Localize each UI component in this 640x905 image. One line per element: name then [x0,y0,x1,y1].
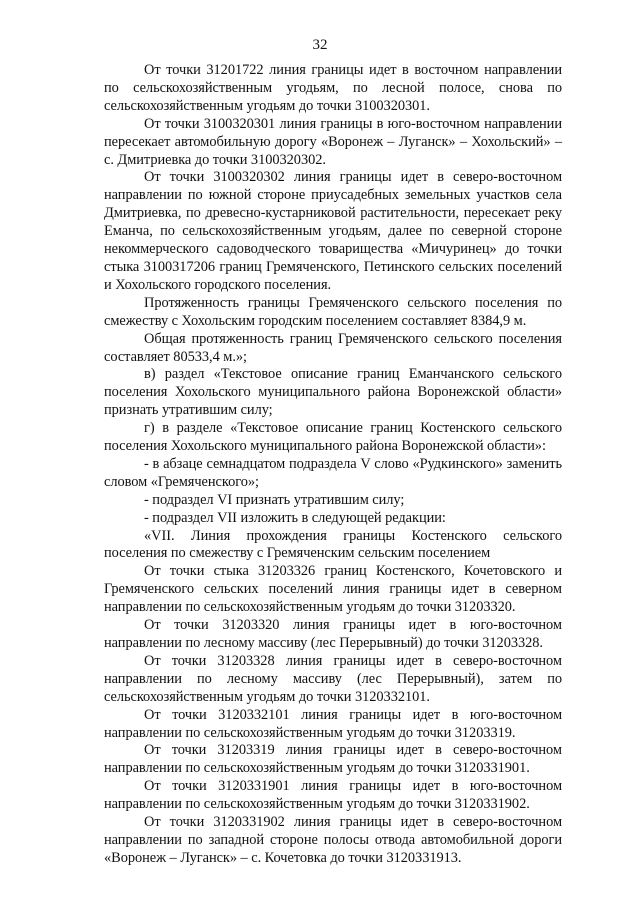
page-number: 32 [312,37,328,53]
paragraph: От точки 31203319 линия границы идет в северо-восточном направлении по сельскохозяйственным угодьям до точки 3120331901. [104,742,562,777]
paragraph: От точки 3100320301 линия границы в юго-восточном направлении пересекает автомобильную дорогу «Воронеж – Луганск» – Хохольский» – с. Дмитриевка до точки 3100320302. [104,115,562,168]
paragraph: - подраздел VII изложить в следующей редакции: [144,509,446,526]
paragraph: От точки 3120331902 линия границы идет в северо-восточном направлении по западной стороне полосы отвода автомобильной дороги «Воронеж – Луганск» – с. Кочетовка до точки 3120331913. [104,814,562,866]
paragraph: Протяженность границы Гремяченского сельского поселения по смежеству с Хохольским городским поселением составляет 8384,9 м. [104,294,562,329]
paragraph: От точки 3120332101 линия границы идет в юго-восточном направлении по сельскохозяйственным угодьям до точки 31203319. [104,706,562,741]
paragraph: От точки 3120331901 линия границы идет в юго-восточном направлении по сельскохозяйственным угодьям до точки 3120331902. [104,778,562,813]
paragraph: От точки 31203320 линия границы идет в юго-восточном направлении по лесному массиву (лес Перерывный) до точки 31203328. [104,617,562,651]
paragraph: «VII. Линия прохождения границы Костенского сельского поселения по смежеству с Гремяченским сельским поселением [104,527,562,562]
paragraph: - в абзаце семнадцатом подраздела V слово «Рудкинского» заменить словом «Гремяченского»; [104,455,562,490]
paragraph: Общая протяженность границ Гремяченского сельского поселения составляет 80533,4 м.»; [104,330,562,365]
paragraph: г) в разделе «Текстовое описание границ Костенского сельского поселения Хохольского муниципального района Воронежской области»: [104,420,562,455]
paragraph: От точки 3100320302 линия границы идет в северо-восточном направлении по южной стороне приусадебных земельных участков села Дмитриевка, по древесно-кустарниковой растительности, пересекает реку Еманча, по сельскохозяйственным угодьям, далее по северной стороне некоммерческого садоводческого товарищества «Мичуринец» до точки стыка 3100317206 границ Гремяченского, Петинского сельских поселений и Хохольского городского поселения. [104,169,562,293]
paragraph: - подраздел VI признать утратившим силу; [144,491,405,508]
paragraph: От точки 31201722 линия границы идет в восточном направлении по сельскохозяйственным угодьям, по лесной полосе, снова по сельскохозяйственным угодьям до точки 3100320301. [104,62,562,114]
paragraph: От точки стыка 31203326 границ Костенского, Кочетовского и Гремяченского сельских поселений линия границы идет в северном направлении по сельскохозяйственным угодьям до точки 31203320. [104,563,562,616]
paragraph: От точки 31203328 линия границы идет в северо-восточном направлении по лесному массиву (лес Перерывный), затем по сельскохозяйственным угодьям до точки 3120332101. [104,652,562,705]
paragraph: в) раздел «Текстовое описание границ Еманчанского сельского поселения Хохольского муниципального района Воронежской области» признать утратившим силу; [104,366,562,419]
document-body [104,62,562,868]
